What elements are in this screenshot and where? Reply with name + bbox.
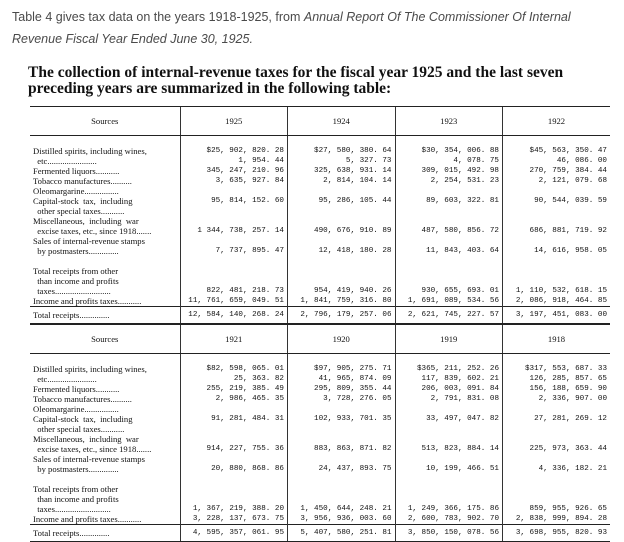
table-cell: 20, 880, 868. 86 <box>180 454 288 474</box>
tax-table-1918-1921 <box>30 324 610 542</box>
table-cell: $45, 563, 350. 47 46, 086. 00 270, 759, 384. 44 2, 121, 079. 68 90, 544, 039. 59 <box>503 146 611 216</box>
table-cell: 1, 249, 366, 175. 86 2, 600, 783, 902. 70 <box>395 484 503 525</box>
table-cell: 954, 419, 940. 26 1, 841, 759, 316. 80 <box>288 266 396 307</box>
caption-source: Annual Report Of The Commissioner Of Internal Revenue Fiscal Year Ended June 30, 1925. <box>12 10 571 46</box>
table-cell: 3, 698, 955, 820. 93 <box>503 525 611 542</box>
table-cell: 7, 737, 895. 47 <box>180 236 288 256</box>
year-header: 1923 <box>395 107 503 136</box>
table-cell: $30, 354, 006. 88 4, 078. 75 309, 015, 492. 98 2, 254, 531. 23 89, 603, 322. 81 <box>395 146 503 216</box>
header-row <box>30 325 610 354</box>
table-row <box>30 216 610 236</box>
row-label: Total receipts from other than income and profits taxes.......................... Income and profits taxes........... <box>33 484 142 524</box>
table-cell: 1 344, 738, 257. 14 <box>180 216 288 236</box>
table-cell: 12, 584, 140, 268. 24 <box>180 307 288 324</box>
row-label: Sales of internal-revenue stamps by postmasters.............. <box>33 236 145 256</box>
table-cell: 513, 823, 884. 14 <box>395 434 503 454</box>
table-row <box>30 266 610 307</box>
row-label: Miscellaneous, including war excise taxes, etc., since 1918....... <box>33 434 152 454</box>
intro-caption <box>12 6 616 50</box>
tax-table-1922-1925 <box>30 106 610 324</box>
table-row <box>30 364 610 434</box>
table-row <box>30 484 610 525</box>
table-cell: 5, 407, 580, 251. 81 <box>288 525 396 542</box>
header-row <box>30 107 610 136</box>
table-row <box>30 434 610 454</box>
table-cell: 10, 199, 466. 51 <box>395 454 503 474</box>
table-cell: 914, 227, 755. 36 <box>180 434 288 454</box>
sources-header: Sources <box>30 107 180 136</box>
table-cell: 1, 110, 532, 618. 15 2, 086, 918, 464. 85 <box>503 266 611 307</box>
row-label: Total receipts.............. <box>30 525 180 542</box>
row-label: Total receipts from other than income and profits taxes.......................... Income and profits taxes........... <box>33 266 142 306</box>
table-cell: 2, 621, 745, 227. 57 <box>395 307 503 324</box>
year-header: 1924 <box>288 107 396 136</box>
table-row <box>30 454 610 474</box>
caption-text: Table 4 gives tax data on the years 1918-1925, from <box>12 10 304 24</box>
sources-header: Sources <box>30 325 180 354</box>
table-cell: 930, 655, 693. 01 1, 691, 089, 534. 56 <box>395 266 503 307</box>
table-cell: 4, 595, 357, 061. 95 <box>180 525 288 542</box>
table-cell: 3, 850, 150, 078. 56 <box>395 525 503 542</box>
table-cell: $27, 580, 380. 64 5, 327. 73 325, 638, 931. 14 2, 814, 104. 14 95, 286, 105. 44 <box>288 146 396 216</box>
table-cell: 490, 676, 910. 89 <box>288 216 396 236</box>
table-cell: $25, 902, 820. 28 1, 954. 44 345, 247, 210. 96 3, 635, 927. 84 95, 814, 152. 60 <box>180 146 288 216</box>
table-cell: $317, 553, 687. 33 126, 285, 857. 65 156, 188, 659. 90 2, 336, 907. 00 27, 281, 269. 12 <box>503 364 611 434</box>
table-cell: 14, 616, 958. 05 <box>503 236 611 256</box>
year-header: 1925 <box>180 107 288 136</box>
table-cell: 686, 881, 719. 92 <box>503 216 611 236</box>
table-cell: 3, 197, 451, 083. 00 <box>503 307 611 324</box>
year-header: 1921 <box>180 325 288 354</box>
row-label: Total receipts.............. <box>30 307 180 324</box>
table-cell: 883, 863, 871. 82 <box>288 434 396 454</box>
table-cell: 11, 843, 403. 64 <box>395 236 503 256</box>
table-cell: 859, 955, 926. 65 2, 838, 999, 894. 28 <box>503 484 611 525</box>
year-header: 1918 <box>503 325 611 354</box>
scanned-document <box>18 52 622 538</box>
table-cell: 487, 580, 856. 72 <box>395 216 503 236</box>
table-cell: $97, 905, 275. 71 41, 965, 874. 09 295, 809, 355. 44 3, 728, 276. 05 102, 933, 701. 35 <box>288 364 396 434</box>
row-label: Miscellaneous, including war excise taxes, etc., since 1918....... <box>33 216 152 236</box>
table-cell: 2, 796, 179, 257. 06 <box>288 307 396 324</box>
table-cell: $365, 211, 252. 26 117, 839, 602. 21 206, 003, 091. 84 2, 791, 831. 08 33, 497, 047. 82 <box>395 364 503 434</box>
table-cell: 225, 973, 363. 44 <box>503 434 611 454</box>
total-row <box>30 525 610 542</box>
table-cell: $82, 598, 065. 01 25, 363. 82 255, 219, 385. 49 2, 986, 465. 35 91, 281, 484. 31 <box>180 364 288 434</box>
table-cell: 1, 367, 219, 388. 20 3, 228, 137, 673. 75 <box>180 484 288 525</box>
row-label: Distilled spirits, including wines, etc....................... Fermented liquors........... Tobacco manufactures.......... Oleomargarine................ Capital-stock tax, including other special taxes........... <box>33 146 147 216</box>
year-header: 1920 <box>288 325 396 354</box>
table-row <box>30 146 610 216</box>
table-cell: 12, 418, 180. 28 <box>288 236 396 256</box>
table-row <box>30 236 610 256</box>
table-cell: 822, 481, 218. 73 11, 761, 659, 049. 51 <box>180 266 288 307</box>
total-row <box>30 307 610 324</box>
table-cell: 1, 450, 644, 248. 21 3, 956, 936, 003. 60 <box>288 484 396 525</box>
document-heading: The collection of internal-revenue taxes for the fiscal year 1925 and the last seven preceding years are summarized in the following table: <box>28 64 564 97</box>
table-cell: 4, 336, 182. 21 <box>503 454 611 474</box>
row-label: Sales of internal-revenue stamps by postmasters.............. <box>33 454 145 474</box>
year-header: 1922 <box>503 107 611 136</box>
year-header: 1919 <box>395 325 503 354</box>
table-cell: 24, 437, 893. 75 <box>288 454 396 474</box>
row-label: Distilled spirits, including wines, etc....................... Fermented liquors........... Tobacco manufactures.......... Oleomargarine................ Capital-stock tax, including other special taxes........... <box>33 364 147 434</box>
